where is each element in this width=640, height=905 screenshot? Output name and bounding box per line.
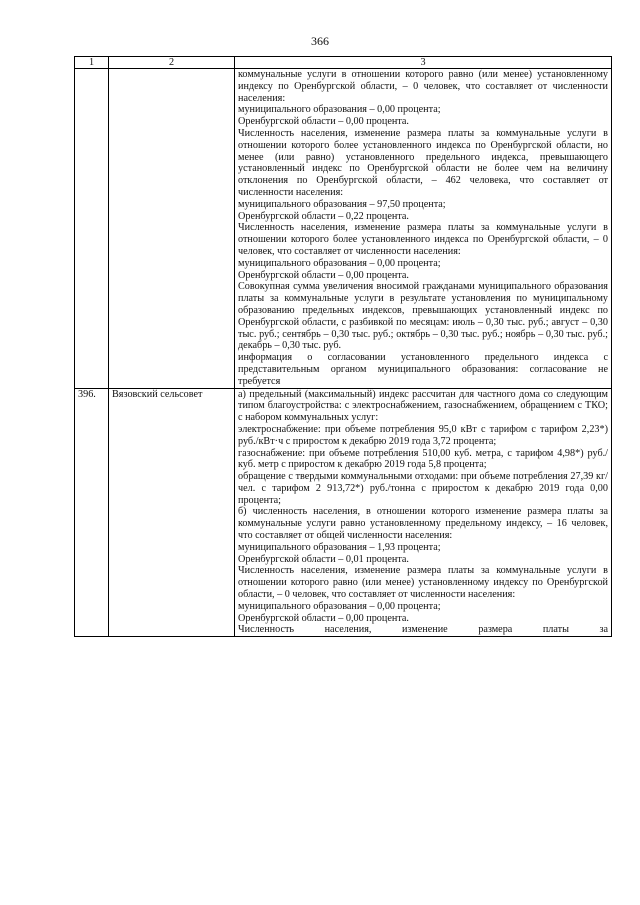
row-description <box>235 69 612 389</box>
paragraph: муниципального образования – 1,93 процента; <box>238 541 441 553</box>
paragraph: Совокупная сумма увеличения вносимой гражданами муниципального образования платы за коммунальные услуги в результате установления по муниципальному образованию предельных индексов, превышающих установленный индекс по Оренбургской области, с разбивкой по месяцам: июль – 0,30 тыс. руб.; август – 0,30 тыс. руб.; сентябрь – 0,30 тыс. руб.; октябрь – 0,30 тыс. руб.; ноябрь – 0,30 тыс. руб.; декабрь – 0,30 тыс. руб. <box>238 281 608 352</box>
municipality-name: Вязовский сельсовет <box>109 388 235 637</box>
paragraph: а) предельный (максимальный) индекс рассчитан для частного дома со следующим типом благоустройства: с электроснабжением, газоснабжением, обращением с ТКО; с набором коммунальных услуг: <box>238 388 608 424</box>
paragraph: муниципального образования – 0,00 процента; <box>238 600 441 612</box>
row-description <box>235 388 612 637</box>
paragraph: Численность населения, изменение размера платы за коммунальные услуги в отношении которого более установленного индекса по Оренбургской области, – 0 человек, что составляет от численности населения: <box>238 222 608 257</box>
data-table <box>74 56 612 637</box>
paragraph: муниципального образования – 0,00 процента; <box>238 104 441 116</box>
column-header-1: 1 <box>75 57 109 69</box>
page-number: 366 <box>311 34 329 48</box>
paragraph: Оренбургской области – 0,00 процента. <box>238 269 409 281</box>
paragraph: Оренбургской области – 0,00 процента. <box>238 612 409 624</box>
paragraph: Численность населения, изменение размера платы за коммунальные услуги в отношении которого более установленного индекса по Оренбургской области, но менее (или равно) установленного предельного индекса, превышающего установленный индекс по Оренбургской области не более чем на величину отклонения по Оренбургской области, – 462 человека, что составляет от численности населения: <box>238 127 608 198</box>
paragraph: муниципального образования – 0,00 процента; <box>238 257 441 269</box>
paragraph: Оренбургской области – 0,22 процента. <box>238 210 409 222</box>
table-row <box>75 69 612 389</box>
row-number <box>75 69 109 389</box>
paragraph: Оренбургской области – 0,01 процента. <box>238 553 409 565</box>
paragraph: обращение с твердыми коммунальными отходами: при объеме потребления 27,39 кг/чел. с тарифом 2 913,72*) руб./тонна с приростом к декабрю 2019 года 0,00 процента; <box>238 471 608 506</box>
table-header-row <box>75 57 612 69</box>
row-number: 396. <box>75 388 109 637</box>
paragraph: Численность населения, изменение размера платы за <box>238 624 608 636</box>
column-header-2: 2 <box>109 57 235 69</box>
paragraph: газоснабжение: при объеме потребления 510,00 куб. метра, с тарифом 4,98*) руб./куб. метр с приростом к декабрю 2019 года 5,8 процента; <box>238 447 608 471</box>
paragraph: электроснабжение: при объеме потребления 95,0 кВт с тарифом с тарифом 2,23*) руб./кВт·ч с приростом к декабрю 2019 года 3,72 процента; <box>238 423 608 447</box>
paragraph: информация о согласовании установленного предельного индекса с представительным органом муниципального образования: согласование не требуется <box>238 352 608 387</box>
paragraph: Численность населения, изменение размера платы за коммунальные услуги в отношении которого равно (или менее) установленному индексу по Оренбургской области, – 0 человек, что составляет от численности населения: <box>238 565 608 601</box>
column-header-3: 3 <box>235 57 612 69</box>
municipality-name <box>109 69 235 389</box>
paragraph: б) численность населения, в отношении которого изменение размера платы за коммунальные услуги равно установленному предельному индексу, – 16 человек, что составляет от общей численности населения: <box>238 506 608 542</box>
table-row <box>75 388 612 637</box>
paragraph: муниципального образования – 97,50 процента; <box>238 198 446 210</box>
paragraph: коммунальные услуги в отношении которого равно (или менее) установленному индексу по Оренбургской области, – 0 человек, что составляет от численности населения: <box>238 69 608 104</box>
paragraph: Оренбургской области – 0,00 процента. <box>238 116 409 128</box>
